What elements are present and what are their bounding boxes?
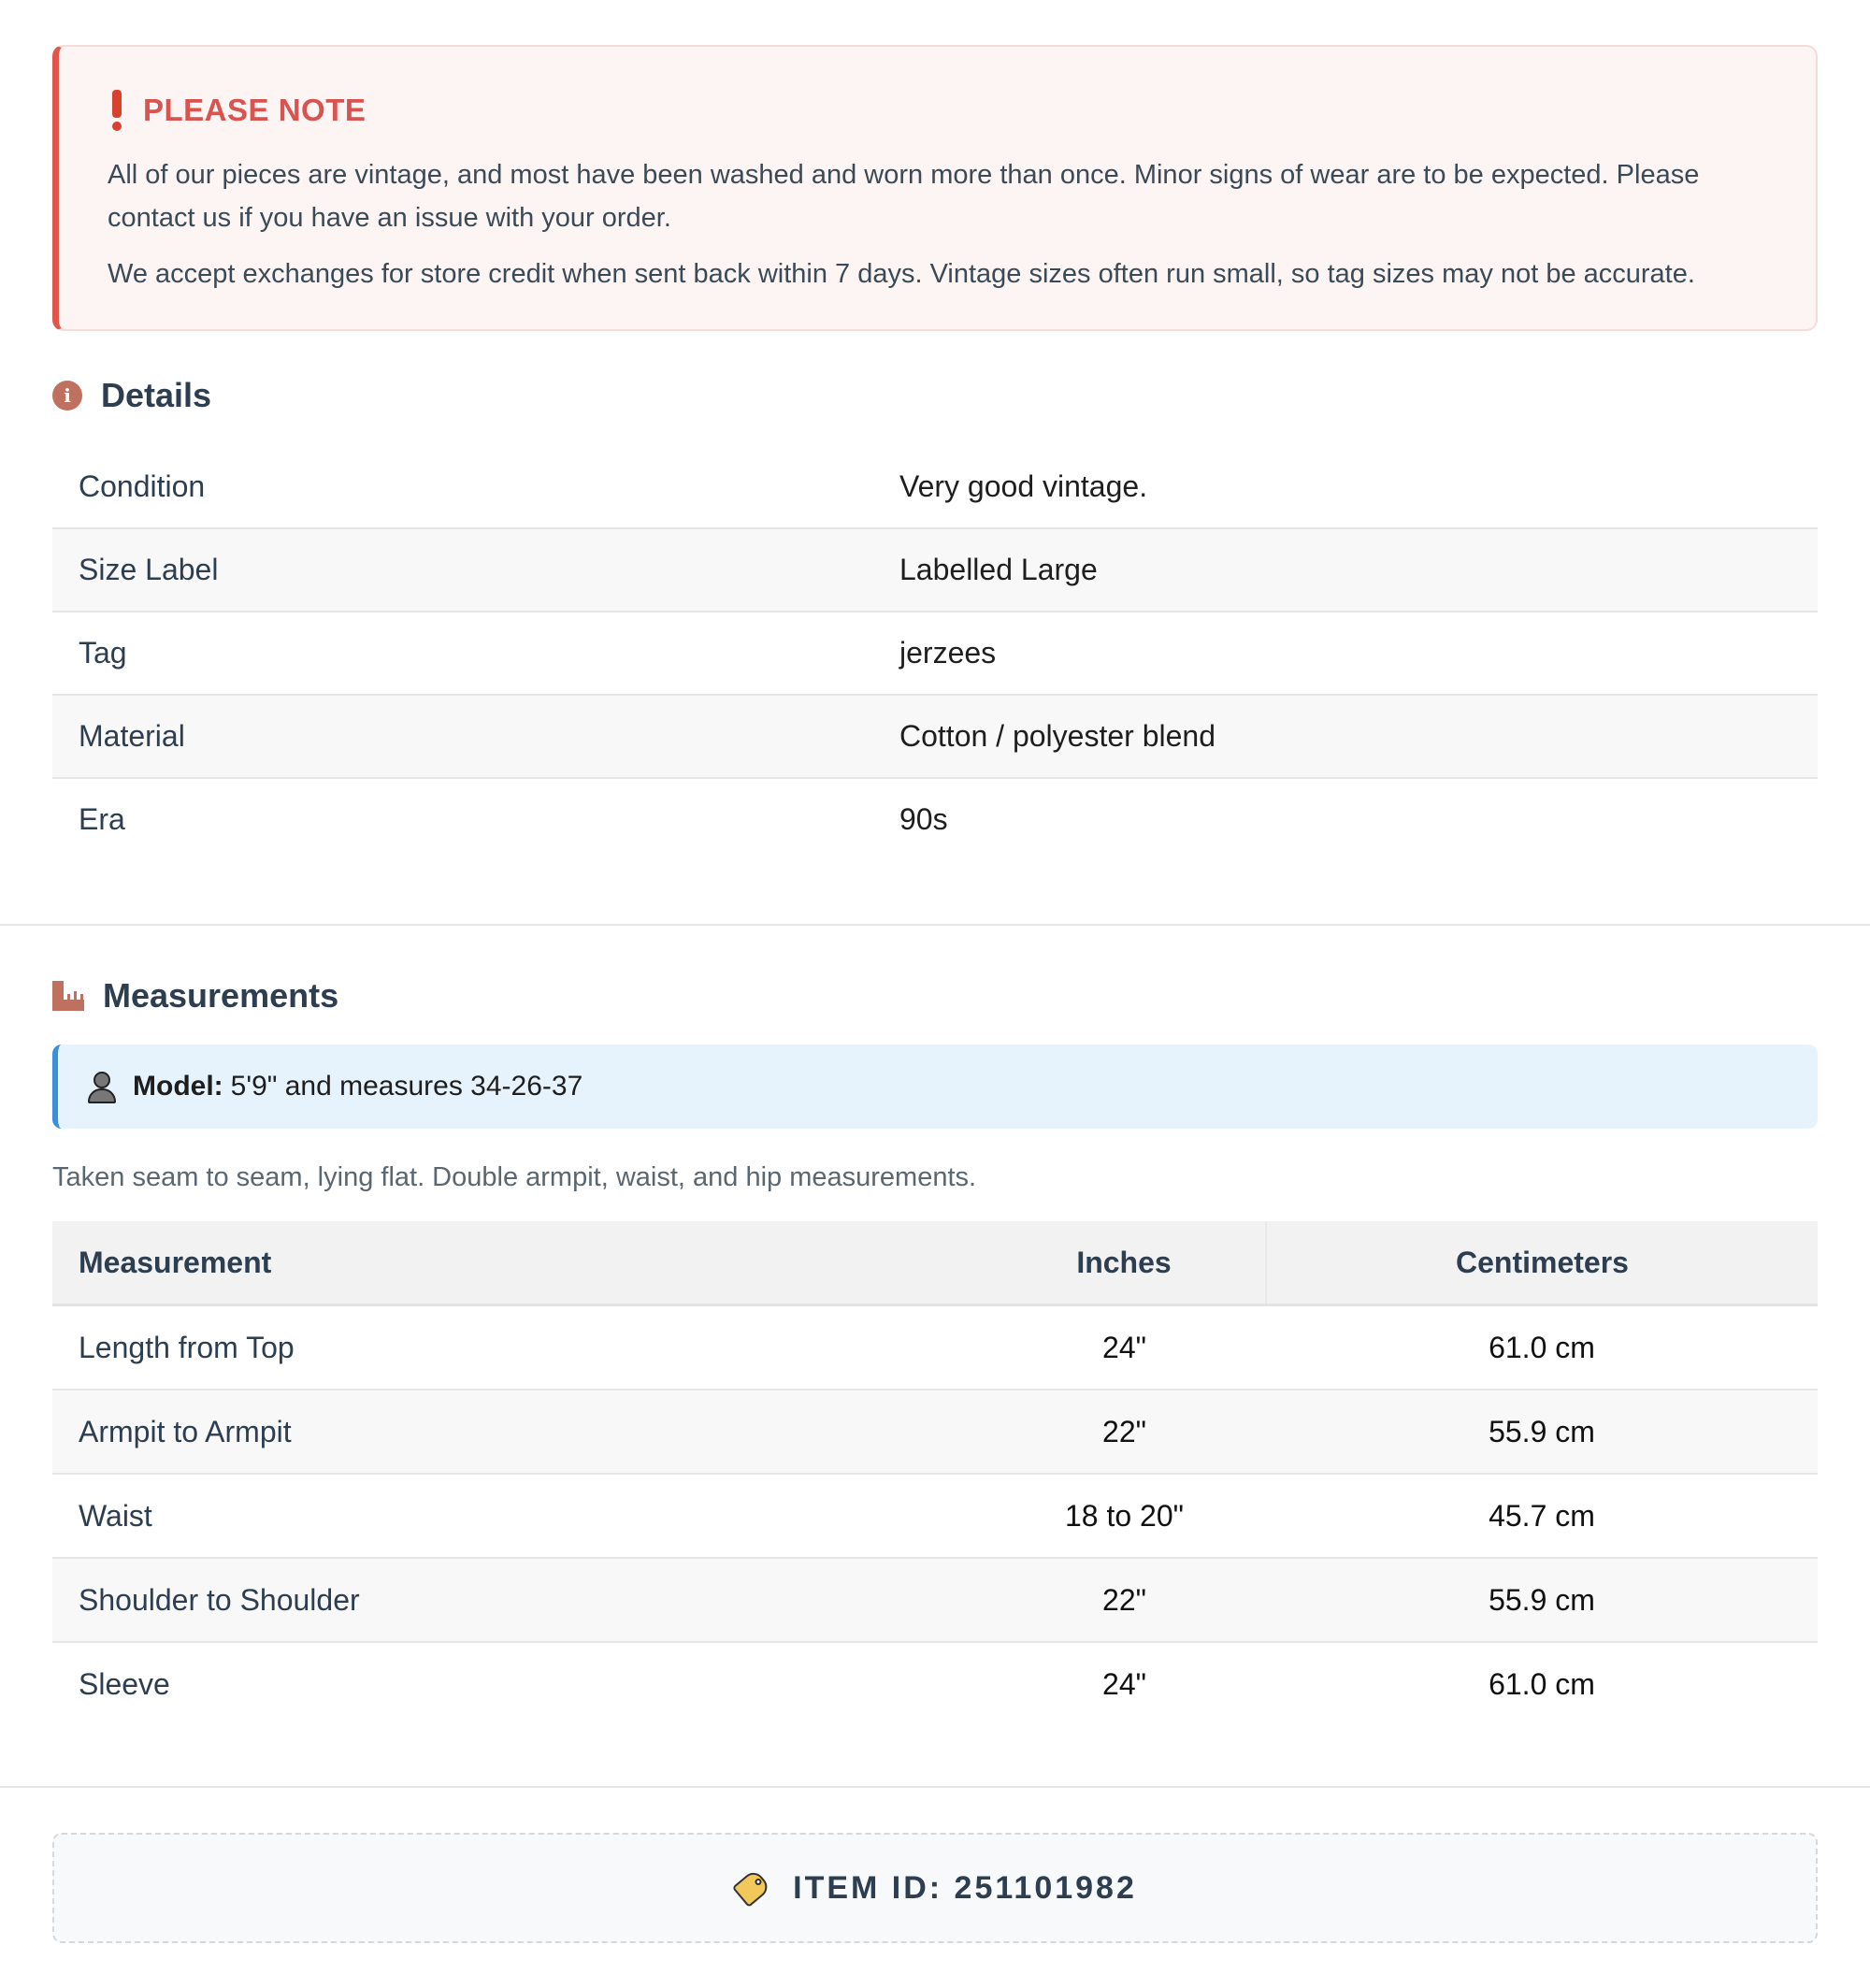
measurement-inches: 22" [983,1558,1266,1642]
tag-icon [726,1862,778,1914]
measurement-cm: 55.9 cm [1266,1390,1818,1474]
table-header-row [52,1221,1818,1305]
section-divider [0,924,1870,926]
section-divider [0,1786,1870,1788]
measurement-inches: 18 to 20" [983,1474,1266,1558]
table-row [52,1390,1818,1474]
column-header: Centimeters [1266,1221,1818,1305]
measurement-note: Taken seam to seam, lying flat. Double armpit, waist, and hip measurements. [52,1162,977,1192]
column-header: Measurement [52,1221,983,1305]
table-row [52,778,1818,860]
column-header: Inches [983,1221,1266,1305]
model-text: 5'9" and measures 34-26-37 [230,1071,583,1102]
measurements-heading [52,976,338,1016]
details-table [52,446,1818,860]
table-row [52,446,1818,528]
detail-value: Very good vintage. [873,446,1818,528]
measurement-name: Armpit to Armpit [52,1390,983,1474]
ruler-icon [52,981,84,1011]
measurement-cm: 55.9 cm [1266,1558,1818,1642]
detail-value: Labelled Large [873,528,1818,612]
detail-label: Era [79,802,125,836]
notice-header [108,90,1767,131]
table-row [52,1474,1818,1558]
measurement-name: Waist [52,1474,983,1558]
notice-paragraph-1: All of our pieces are vintage, and most have been washed and worn more than once. Minor signs of wear are to be expected. Please contact us if you have an issue with your order. [108,160,1700,233]
measurement-inches: 24" [983,1305,1266,1390]
details-heading [52,376,211,415]
measurement-cm: 45.7 cm [1266,1474,1818,1558]
table-row [52,528,1818,612]
notice-title: PLEASE NOTE [143,93,367,127]
notice-paragraph-2: We accept exchanges for store credit when sent back within 7 days. Vintage sizes often run small, so tag sizes may not be accurate. [108,259,1695,289]
measurement-inches: 22" [983,1390,1266,1474]
item-id-text: ITEM ID: 251101982 [793,1869,1137,1906]
person-icon [86,1070,118,1103]
model-banner [52,1044,1818,1129]
detail-value: jerzees [873,612,1818,695]
table-row [52,612,1818,695]
model-label: Model: [133,1071,223,1102]
please-note-box [52,45,1818,331]
measurements-title: Measurements [103,976,339,1015]
table-row [52,1558,1818,1642]
measurements-table [52,1221,1818,1725]
detail-value: Cotton / polyester blend [873,695,1818,778]
detail-label: Condition [52,446,873,528]
table-row [52,695,1818,778]
measurement-name: Sleeve [79,1666,170,1701]
detail-label: Size Label [52,528,873,612]
info-icon: i [52,381,82,411]
exclamation-icon [108,90,126,131]
measurement-cm: 61.0 cm [1266,1305,1818,1390]
measurement-cm: 61.0 cm [1489,1666,1595,1701]
detail-label: Tag [52,612,873,695]
measurement-inches: 24" [1102,1666,1146,1701]
detail-value: 90s [899,802,948,836]
table-row [52,1642,1818,1725]
details-title: Details [101,376,212,414]
detail-label: Material [52,695,873,778]
item-id-box [52,1833,1818,1943]
measurement-name: Length from Top [52,1305,983,1390]
measurement-name: Shoulder to Shoulder [52,1558,983,1642]
table-row [52,1305,1818,1390]
